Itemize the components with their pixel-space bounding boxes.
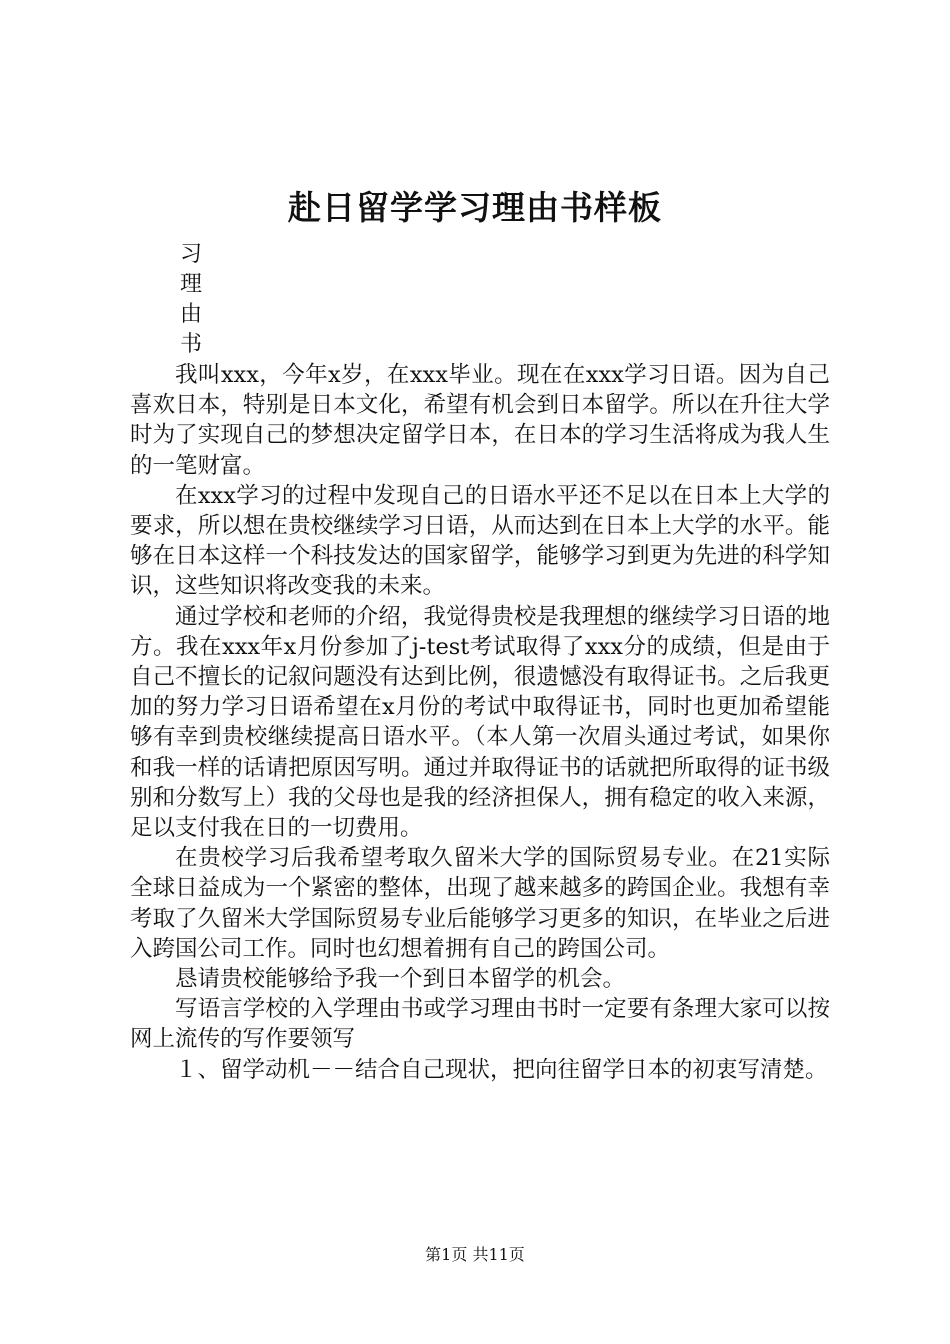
vertical-heading-char: 由 <box>180 302 203 327</box>
paragraph-language-study: 在xxx学习的过程中发现自己的日语水平还不足以在日本上大学的要求，所以想在贵校继续学习日语，从而达到在日本上大学的水平。能够在日本这样一个科技发达的国家留学，能够学习到更为先进的科学知识，这些知识将改变我的未来。 <box>130 482 830 600</box>
paragraph-school-choice: 通过学校和老师的介绍，我觉得贵校是我理想的继续学习日语的地方。我在xxx年x月份参加了j-test考试取得了xxx分的成绩，但是由于自己不擅长的记叙问题没有达到比例，很遗憾没有取得证书。之后我更加的努力学习日语希望在x月份的考试中取得证书，同时也更加希望能够有幸到贵校继续提高日语水平。（本人第一次眉头通过考试，如果你和我一样的话请把原因写明。通过并取得证书的话就把所取得的证书级别和分数写上）我的父母也是我的经济担保人，拥有稳定的收入来源，足以支付我在日的一切费用。 <box>130 603 830 842</box>
vertical-heading-char: 理 <box>180 272 203 297</box>
vertical-heading <box>180 240 210 360</box>
paragraph-point-one: １、留学动机－－结合自己现状，把向往留学日本的初衷写清楚。 <box>175 1056 828 1083</box>
page-footer: 第1页 共11页 <box>425 1245 525 1264</box>
body-text <box>130 360 830 1085</box>
paragraph-future-plan: 在贵校学习后我希望考取久留米大学的国际贸易专业。在21实际全球日益成为一个紧密的整体，出现了越来越多的跨国企业。我想有幸考取了久留米大学国际贸易专业后能够学习更多的知识，在毕业之后进入跨国公司工作。同时也幻想着拥有自己的跨国公司。 <box>130 845 830 962</box>
paragraph-introduction: 我叫xxx，今年x岁，在xxx毕业。现在在xxx学习日语。因为自己喜欢日本，特别是日本文化，希望有机会到日本留学。所以在升往大学时为了实现自己的梦想决定留学日本，在日本的学习生活将成为我人生的一笔财富。 <box>130 362 830 479</box>
paragraph-request: 恳请贵校能够给予我一个到日本留学的机会。 <box>175 966 626 993</box>
page-title: 赴日留学学习理由书样板 <box>288 188 662 227</box>
vertical-heading-char: 习 <box>180 242 203 267</box>
vertical-heading-char: 书 <box>180 332 203 357</box>
paragraph-writing-tips: 写语言学校的入学理由书或学习理由书时一定要有条理大家可以按网上流传的写作要领写 <box>130 996 830 1053</box>
